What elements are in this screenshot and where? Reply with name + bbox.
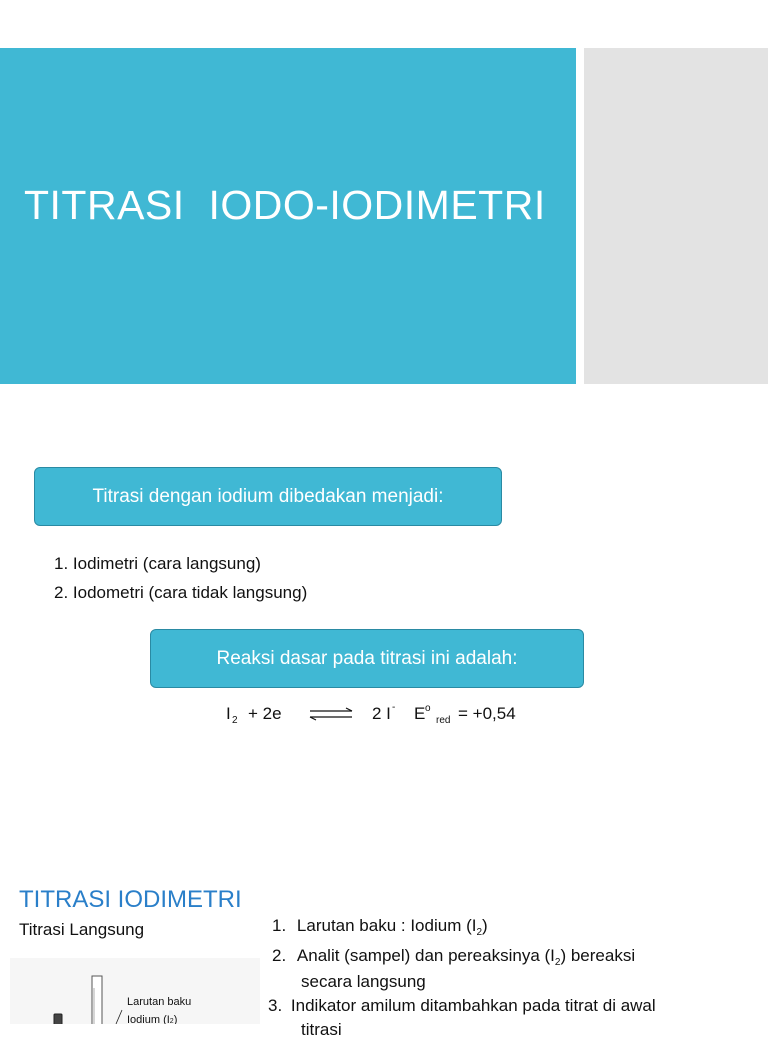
item-text-end: ) [482, 916, 488, 935]
degree-superscript: o [425, 703, 431, 714]
section-subtitle: Titrasi Langsung [19, 920, 145, 939]
item-text: Indikator amilum ditambahkan pada titrat di awal [290, 996, 656, 1015]
equilibrium-arrow-icon [308, 707, 354, 721]
item-text: Analit (sampel) dan pereaksinya (I [296, 946, 555, 965]
slide-title: TITRASI IODO-IODIMETRI [24, 182, 546, 228]
product-iodide: 2 I [372, 704, 391, 723]
item-number: 1. [272, 916, 287, 935]
list-item: 2. Iodometri (cara tidak langsung) [54, 583, 308, 602]
callout-iodium-types [34, 467, 502, 526]
potential-value: = +0,54 [458, 704, 516, 723]
list-item: 1. Iodimetri (cara langsung) [54, 554, 261, 573]
item-number: 3. [268, 996, 283, 1015]
item-number: 2. [272, 946, 287, 965]
item-subscript: 2 [554, 957, 561, 968]
reactant-electrons: + 2e [248, 704, 282, 723]
reactant-subscript: 2 [232, 715, 238, 726]
reactant-iodine: I [226, 704, 231, 723]
charge-superscript: - [392, 702, 396, 713]
diagram-label: Larutan baku [127, 996, 192, 1008]
list-item-continuation: secara langsung [301, 972, 426, 991]
section-title: TITRASI IODIMETRI [19, 886, 242, 913]
item-text: Larutan baku : Iodium (I [296, 916, 477, 935]
burette-diagram [10, 958, 260, 1024]
list-item [268, 993, 656, 1019]
potential-symbol: E [414, 704, 426, 723]
list-item [272, 913, 488, 946]
red-subscript: red [436, 715, 451, 726]
title-slide-side-panel [584, 48, 768, 384]
item-subscript: 2 [476, 927, 483, 938]
titration-types-list [54, 549, 307, 607]
item-text-end: ) bereaksi [560, 946, 636, 965]
callout-text: Reaksi dasar pada titrasi ini adalah: [216, 647, 518, 669]
list-item-continuation: titrasi [301, 1020, 342, 1039]
callout-text: Titrasi dengan iodium dibedakan menjadi: [92, 485, 444, 507]
diagram-label: Iodium (I2) [127, 1014, 178, 1024]
callout-basic-reaction [150, 629, 584, 688]
